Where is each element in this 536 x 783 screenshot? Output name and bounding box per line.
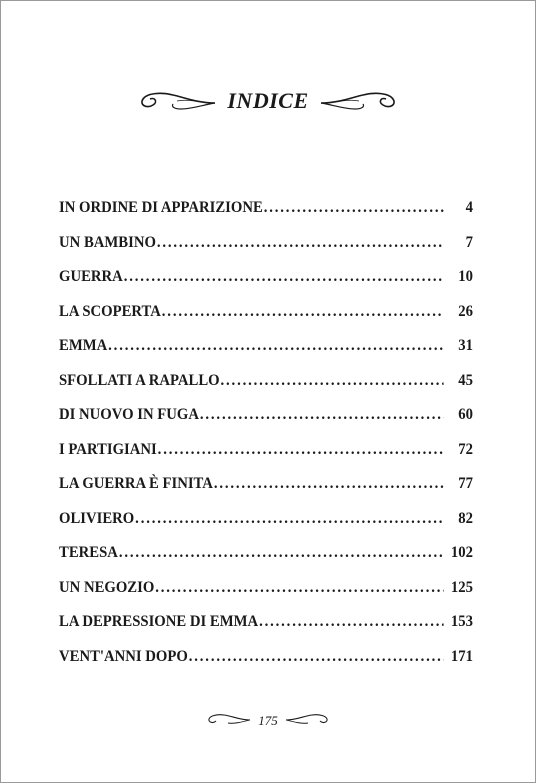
dot-leader [259,613,443,631]
toc-entry-page: 171 [450,647,473,665]
toc-entry-page: 102 [450,544,473,561]
toc-entry-page: 31 [458,337,473,354]
dot-leader [155,579,443,597]
flourish-right-icon [319,87,399,115]
page-title: INDICE [227,88,309,113]
toc-entry-page: 82 [458,509,473,527]
toc-entry-label: GUERRA [59,268,123,285]
toc-entry[interactable] [59,303,473,338]
toc-entry-page: 7 [465,233,473,251]
title-row [1,83,535,119]
toc-entry-label: TERESA [59,544,118,561]
toc-entry[interactable] [59,268,473,303]
toc-entry[interactable] [59,648,473,683]
toc-entry-page: 125 [450,578,473,596]
dot-leader [264,199,444,217]
toc-entry-label: UN NEGOZIO [59,578,155,596]
toc-entry[interactable] [59,372,473,407]
toc-entry-label: LA GUERRA È FINITA [59,475,213,492]
dot-leader [124,268,444,286]
page-footer [1,709,535,733]
toc-entry-page: 72 [458,440,473,458]
dot-leader [135,510,443,528]
toc-entry-page: 153 [450,613,473,630]
toc-entry-label: IN ORDINE DI APPARIZIONE [59,199,263,216]
flourish-left-icon [137,87,217,115]
toc-entry[interactable] [59,510,473,545]
toc-entry-label: OLIVIERO [59,509,135,527]
dot-leader [221,372,444,390]
dot-leader [189,648,444,666]
small-flourish-right-icon [284,711,330,732]
dot-leader [214,475,444,493]
dot-leader [119,544,444,562]
toc-entry-page: 10 [458,268,473,285]
toc-entry[interactable] [59,579,473,614]
dot-leader [158,441,444,459]
toc-entry-label: SFOLLATI A RAPALLO [59,371,220,389]
toc-entry-label: UN BAMBINO [59,233,156,251]
toc-entry[interactable] [59,234,473,269]
toc-entry-page: 4 [465,199,473,216]
toc-entry-page: 60 [458,406,473,423]
table-of-contents [59,199,473,682]
toc-entry[interactable] [59,475,473,510]
toc-entry[interactable] [59,199,473,234]
toc-entry-label: EMMA [59,337,108,354]
toc-entry-label: LA DEPRESSIONE DI EMMA [59,613,259,630]
toc-entry[interactable] [59,337,473,372]
dot-leader [200,406,444,424]
toc-entry[interactable] [59,544,473,579]
small-flourish-left-icon [206,711,252,732]
toc-entry-page: 77 [458,475,473,492]
toc-entry[interactable] [59,441,473,476]
toc-entry[interactable] [59,613,473,648]
toc-entry-label: LA SCOPERTA [59,302,161,320]
page-number: 175 [258,713,278,728]
toc-entry-page: 26 [458,302,473,320]
toc-entry[interactable] [59,406,473,441]
toc-entry-label: VENT'ANNI DOPO [59,647,188,665]
dot-leader [162,303,444,321]
toc-entry-page: 45 [458,371,473,389]
toc-entry-label: I PARTIGIANI [59,440,157,458]
dot-leader [108,337,443,355]
toc-entry-label: DI NUOVO IN FUGA [59,406,199,423]
dot-leader [157,234,444,252]
